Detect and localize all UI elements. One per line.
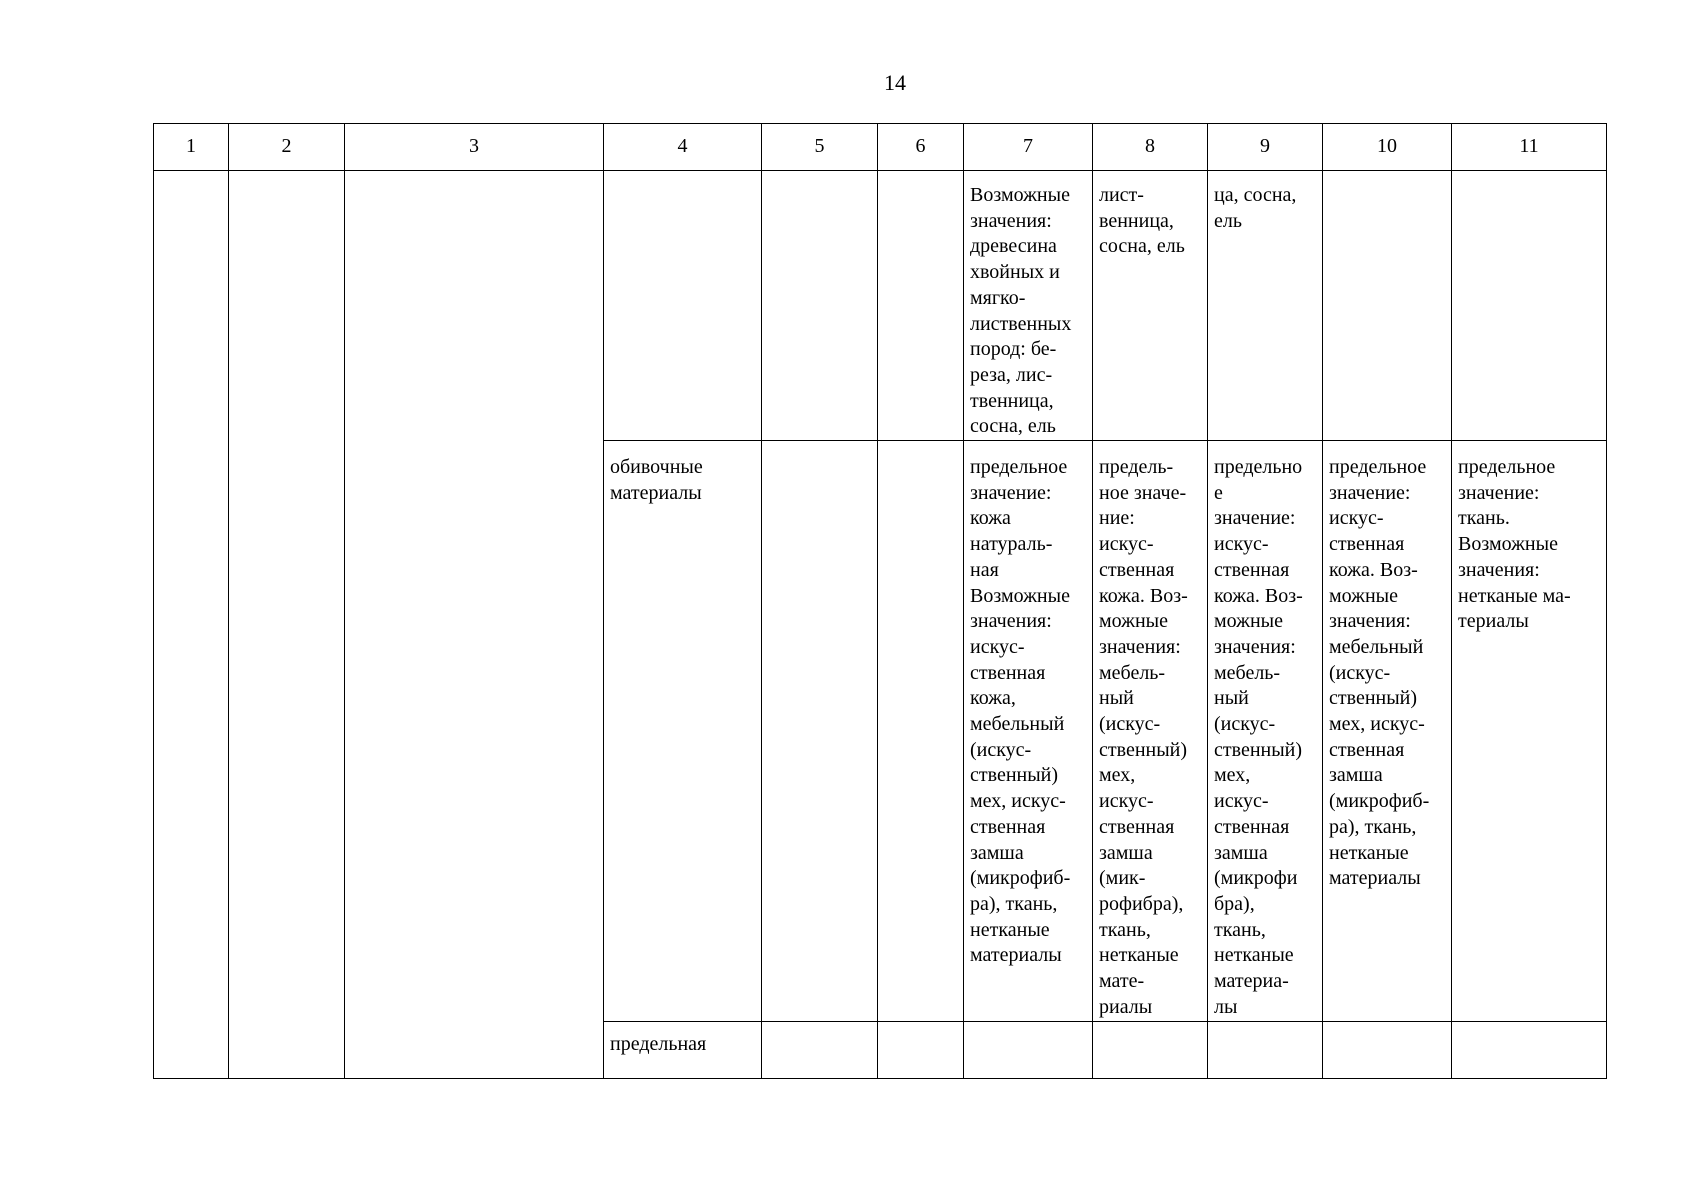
table-cell-col8 — [1093, 1022, 1208, 1079]
table-cell-col7 — [964, 1022, 1093, 1079]
column-number-cell: 2 — [229, 124, 345, 171]
table-row — [154, 171, 1607, 441]
column-number-cell: 4 — [604, 124, 762, 171]
column-number-cell: 7 — [964, 124, 1093, 171]
cell-text: ца, сосна, ель — [1214, 184, 1297, 232]
cell-text: обивочные материалы — [610, 456, 703, 504]
cell-text: Возможные значения: древесина хвойных и мягко- лиственных пород: бе- реза, лис- твенница, сосна, ель — [970, 184, 1072, 438]
table-cell-col4 — [604, 1022, 762, 1079]
table-cell-col6 — [878, 171, 964, 441]
table-cell-col9 — [1208, 171, 1323, 441]
cell-text: предель- ное значе- ние: искус- ственная кожа. Воз- можные значения: мебель- ный (искус- ственный) мех, искус- ственная замша (мик- рофибра), ткань, нетканые мате- риалы — [1099, 456, 1188, 1018]
table-cell-col1 — [154, 171, 229, 1079]
column-number-cell: 6 — [878, 124, 964, 171]
column-number-cell: 3 — [345, 124, 604, 171]
column-number-cell: 8 — [1093, 124, 1208, 171]
table-cell-col11 — [1452, 171, 1607, 441]
specification-table — [153, 123, 1607, 1079]
cell-text: предельная — [610, 1033, 707, 1056]
table-cell-col8 — [1093, 441, 1208, 1022]
table-cell-col9 — [1208, 1022, 1323, 1079]
table-cell-col5 — [762, 1022, 878, 1079]
table-cell-col4 — [604, 441, 762, 1022]
cell-text: предельное значение: ткань. Возможные значения: нетканые ма- териалы — [1458, 456, 1571, 633]
column-number-row — [154, 124, 1607, 171]
page-number: 14 — [884, 70, 906, 95]
table-cell-col7 — [964, 171, 1093, 441]
table-cell-col5 — [762, 171, 878, 441]
table-cell-col5 — [762, 441, 878, 1022]
table-cell-col11 — [1452, 1022, 1607, 1079]
cell-text: предельно е значение: искус- ственная кожа. Воз- можные значения: мебель- ный (искус- ственный) мех, искус- ственная замша (микрофи бра), ткань, нетканые материа- лы — [1214, 456, 1303, 1018]
column-number-cell: 1 — [154, 124, 229, 171]
column-number-cell: 5 — [762, 124, 878, 171]
table-cell-col8 — [1093, 171, 1208, 441]
table-cell-col10 — [1323, 441, 1452, 1022]
table-cell-col3 — [345, 171, 604, 1079]
column-number-cell: 10 — [1323, 124, 1452, 171]
table-cell-col2 — [229, 171, 345, 1079]
column-number-cell: 9 — [1208, 124, 1323, 171]
table-cell-col10 — [1323, 1022, 1452, 1079]
cell-text: предельное значение: кожа натураль- ная Возможные значения: искус- ственная кожа, мебельный (искус- ственный) мех, искус- ственная замша (микрофиб- ра), ткань, нетканые материалы — [970, 456, 1071, 967]
table-cell-col6 — [878, 441, 964, 1022]
table-cell-col11 — [1452, 441, 1607, 1022]
table-cell-col6 — [878, 1022, 964, 1079]
table-cell-col7 — [964, 441, 1093, 1022]
table-cell-col10 — [1323, 171, 1452, 441]
column-number-cell: 11 — [1452, 124, 1607, 171]
table-cell-col4 — [604, 171, 762, 441]
cell-text: лист- венница, сосна, ель — [1099, 184, 1185, 258]
table-cell-col9 — [1208, 441, 1323, 1022]
cell-text: предельное значение: искус- ственная кожа. Воз- можные значения: мебельный (искус- ственный) мех, искус- ственная замша (микрофиб- ра), ткань, нетканые материалы — [1329, 456, 1430, 890]
